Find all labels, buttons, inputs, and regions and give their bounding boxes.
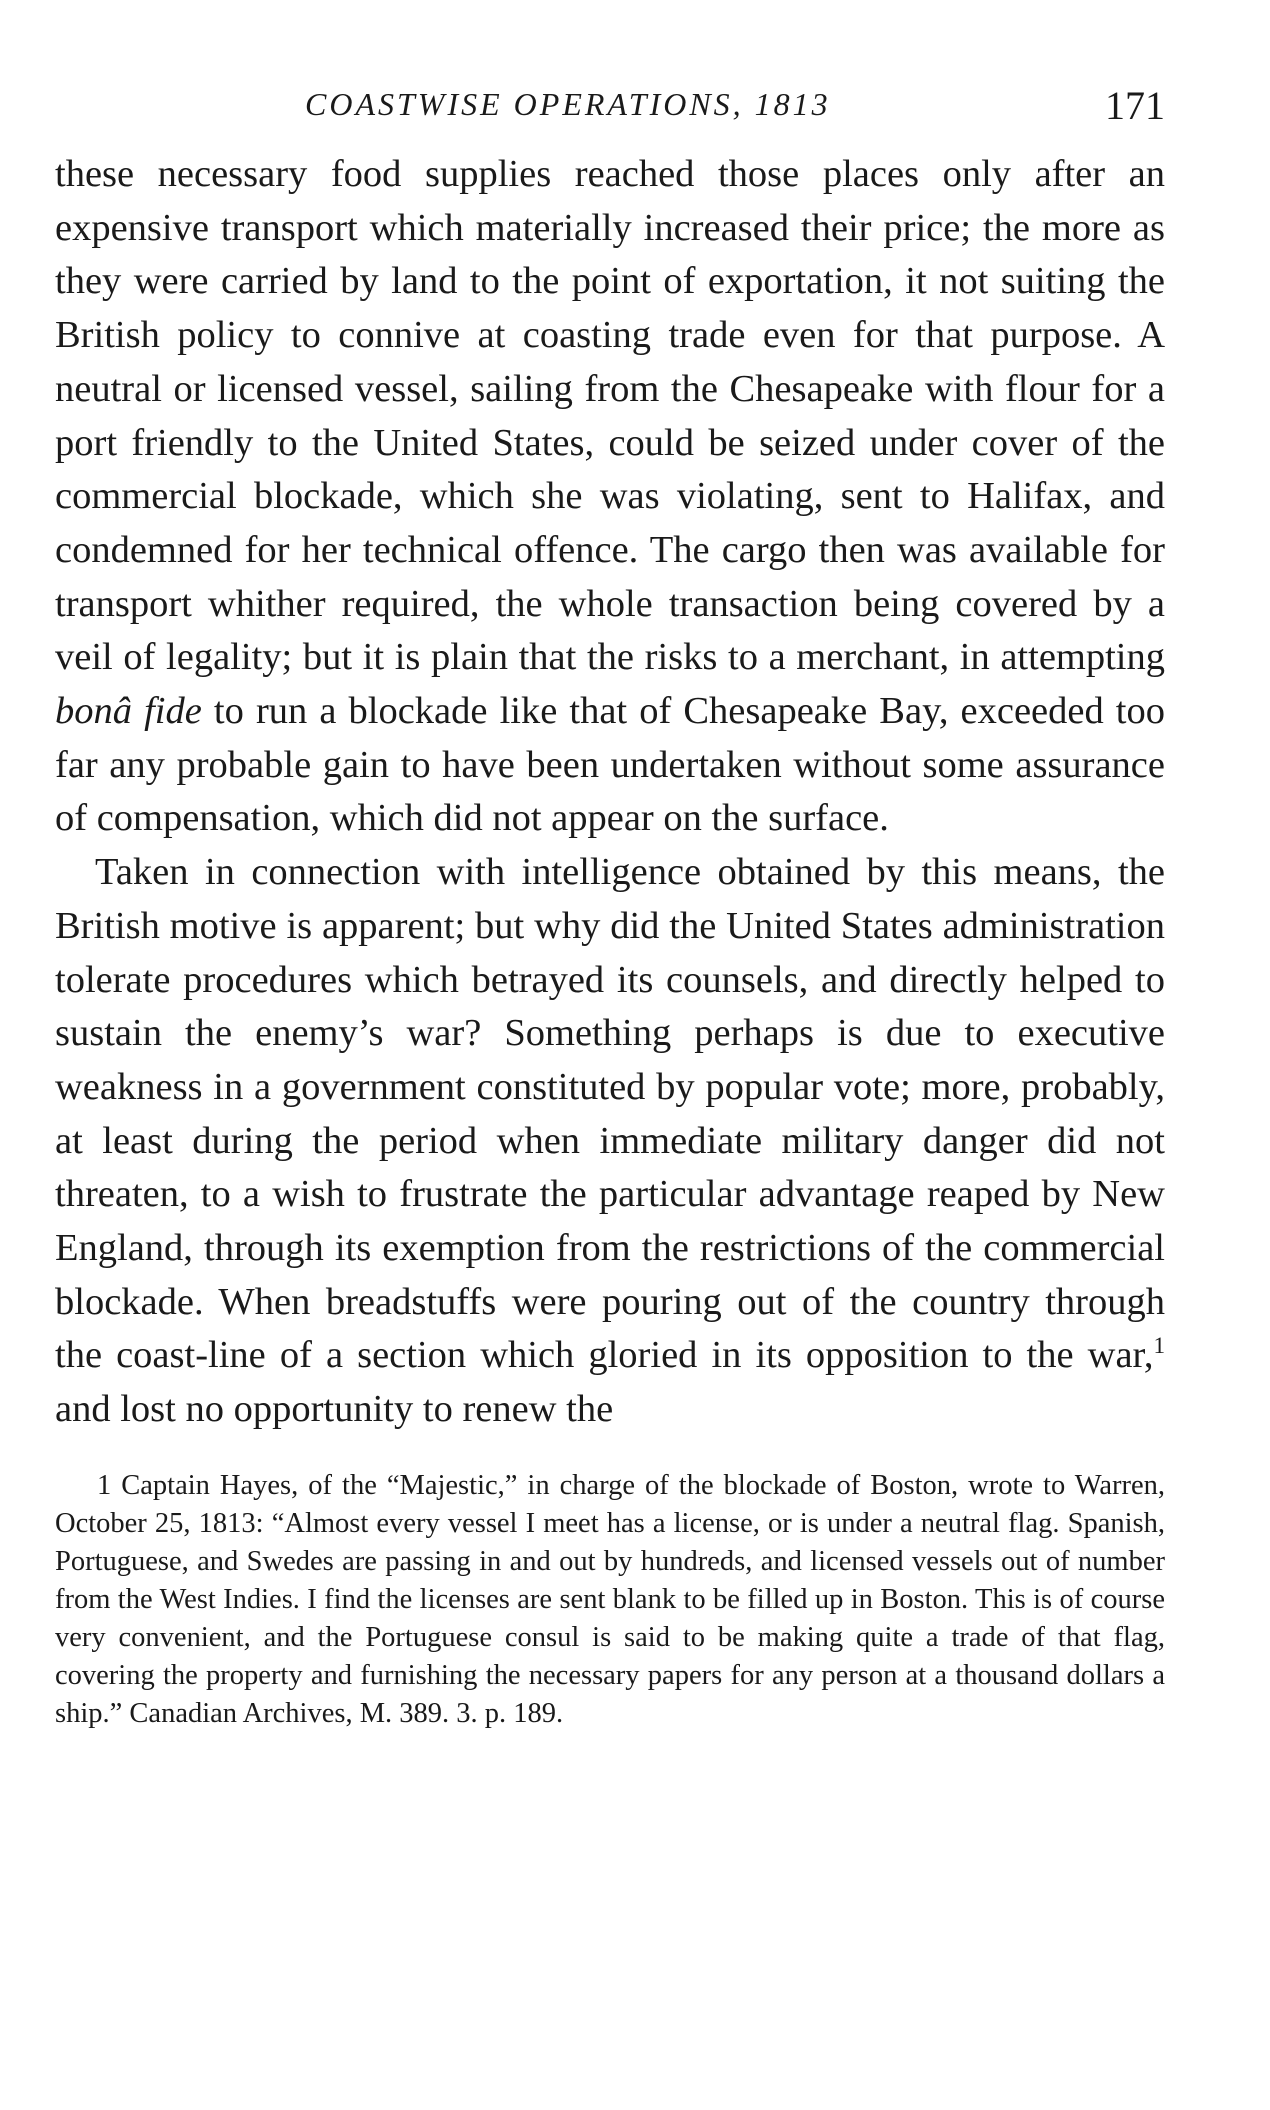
paragraph-1-text-b: to run a blockade like that of Chesapeake Bay, exceeded too far any probable gain to have been undertaken without some assurance of compensation, which did not appear on the surface. [55,690,1166,840]
paragraph-2 [55,846,1165,1437]
running-title: COASTWISE OPERATIONS, 1813 [305,86,831,122]
footnote-marker: 1 [97,1469,112,1501]
page-number: 171 [1105,83,1165,128]
footnote-text: Captain Hayes, of the “Majestic,” in charge of the blockade of Boston, wrote to Warren, October 25, 1813: “Almost every vessel I meet has a license, or is under a neutral flag. Spanish, Portuguese, and Swedes are passing in and out by hundreds, and licensed vessels out of number from the West Indies. I find the licenses are sent blank to be filled up in Boston. This is of course very convenient, and the Portuguese consul is said to be making quite a trade of that flag, covering the property and furnishing the necessary papers for any person at a thousand dollars a ship.” Canadian Archives, M. 389. 3. p. 189. [55,1469,1165,1729]
body-text [55,148,1165,1437]
paragraph-1 [55,148,1165,846]
paragraph-2-text-a: Taken in connection with intelligence obtained by this means, the British motive is apparent; but why did the United States administration tolerate procedures which betrayed its counsels, and directly helped to sustain the enemy’s war? Something perhaps is due to executive weakness in a government constituted by popular vote; more, probably, at least during the period when immediate military danger did not threaten, to a wish to frustrate the particular advantage reaped by New England, through its exemption from the restrictions of the commercial blockade. When breadstuffs were pouring out of the country through the coast-line of a section which gloried in its opposition to the war, [55,851,1165,1377]
footnote-paragraph [55,1467,1165,1733]
footnote [55,1467,1165,1733]
paragraph-1-text-a: these necessary food supplies reached those places only after an expensive transport which materially increased their price; the more as they were carried by land to the point of exportation, it not suiting the British policy to connive at coasting trade even for that purpose. A neutral or licensed vessel, sailing from the Chesapeake with flour for a port friendly to the United States, could be seized under cover of the commercial blockade, which she was violating, sent to Halifax, and condemned for her technical offence. The cargo then was available for transport whither required, the whole transaction being covered by a veil of legality; but it is plain that the risks to a merchant, in attempting [55,153,1165,679]
footnote-reference: 1 [1153,1332,1165,1359]
paragraph-2-text-b: and lost no opportunity to renew the [55,1388,614,1431]
book-page [55,80,1165,1733]
running-head [55,80,1165,140]
paragraph-1-italic-phrase: bonâ fide [55,690,202,733]
